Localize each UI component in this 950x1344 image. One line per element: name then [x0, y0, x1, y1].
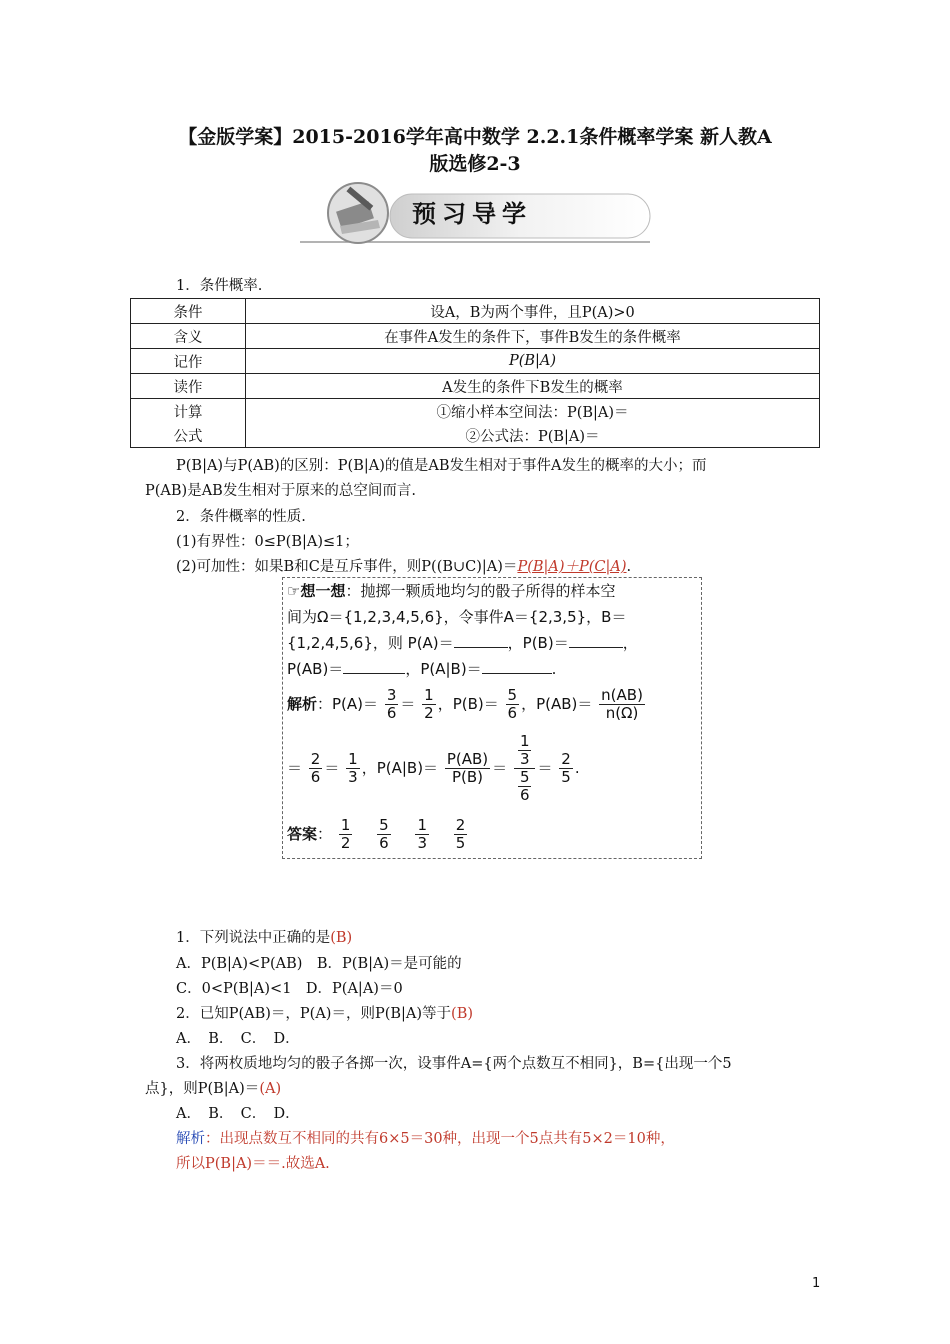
fraction: $\frac{5}{6}$ — [507, 686, 518, 722]
difference-line-2: P(AB)是AB发生相对于原来的总空间而言. — [145, 483, 416, 499]
exercise-1-options-ab: A．P(B|A)<P(AB) B．P(B|A)＝是可能的 — [176, 956, 462, 972]
analysis-line-1: 解析：P(A)＝ $\frac{3}{6}$ ＝ $\frac{1}{2}$ ，P(B)＝ $\frac{5}{6}$ ，P(AB)＝ $\frac{n(AB)}{n(\Omega)}$ — [287, 686, 643, 722]
analysis-label: 解析 — [287, 695, 318, 713]
table-value: ①缩小样本空间法：P(B|A)＝ — [246, 399, 820, 424]
fraction: $\frac{1}{3}$ — [348, 750, 358, 786]
answer-fraction: $\frac{1}{2}$ — [340, 816, 351, 852]
think-line-2: 间为Ω＝{1,2,3,4,5,6}，令事件A＝{2,3,5}，B＝ — [287, 608, 627, 626]
property-additive — [176, 557, 631, 577]
think-pb-text: ，P(B)＝ — [507, 634, 569, 652]
fraction: $\frac{2}{6}$ — [310, 750, 321, 786]
answer-fraction: $\frac{2}{5}$ — [455, 816, 466, 852]
banner-text: 预习导学 — [412, 199, 532, 228]
preview-banner — [300, 180, 655, 246]
additive-answer: P(B|A)＋P(C|A) — [517, 559, 627, 575]
exercise-2-answer: (B) — [451, 1006, 474, 1022]
exercise-3-options: A． B． C． D． — [176, 1106, 300, 1122]
exercise-1-answer: (B) — [330, 930, 353, 946]
analysis-line-2: ＝ $\frac{2}{6}$ ＝ $\frac{1}{3}$ ，P(A|B)＝ $\frac{P(AB)}{P(B)}$ ＝ $\frac{\frac{1}{3}}{\frac{5}{6}}$ ＝ $\frac{2}{5}$ . — [287, 732, 580, 804]
table-value: ②公式法：P(B|A)＝ — [246, 423, 820, 448]
table-row — [131, 324, 820, 349]
think-label: ☞想一想 — [287, 582, 346, 600]
property-bounded: (1)有界性：0≤P(B|A)≤1； — [176, 534, 359, 550]
exercise-2: 2．已知P(AB)＝，P(A)＝，则P(B|A)等于(B) — [176, 1006, 474, 1022]
document-title — [120, 124, 830, 178]
page-number: 1 — [812, 1276, 821, 1291]
table-value: P(B|A) — [246, 349, 820, 374]
additive-suffix: . — [626, 559, 632, 575]
title-line-1: 【金版学案】2015-2016学年高中数学 2.2.1条件概率学案 新人教A — [178, 126, 772, 148]
fraction: $\frac{P(AB)}{P(B)}$ — [446, 750, 489, 786]
analysis-pb: ，P(B)＝ — [437, 695, 499, 713]
think-text-1: ：抛掷一颗质地均匀的骰子所得的样本空 — [345, 582, 616, 600]
answer-fraction: $\frac{5}{6}$ — [379, 816, 389, 852]
compound-fraction — [514, 733, 536, 804]
think-line-1 — [287, 580, 615, 602]
section-2-heading: 2．条件概率的性质. — [176, 509, 306, 525]
table-row — [131, 423, 820, 448]
think-pab-text: P(AB)＝ — [287, 660, 344, 678]
blank-pagb — [482, 659, 552, 674]
think-box — [282, 577, 702, 859]
table-key: 记作 — [131, 349, 246, 374]
table-value: 设A，B为两个事件，且P(A)>0 — [246, 299, 820, 324]
exercise-1: 1．下列说法中正确的是(B) — [176, 930, 353, 946]
solution-label: 解析 — [176, 1131, 205, 1147]
solution-line-1: 解析：出现点数互不相同的共有6×5＝30种，出现一个5点共有5×2＝10种， — [176, 1131, 675, 1147]
exercise-3-answer: (A) — [259, 1081, 282, 1097]
blank-pab — [343, 659, 405, 674]
blank-pa — [454, 633, 508, 648]
analysis-pa: ：P(A)＝ — [317, 695, 379, 713]
title-line-2: 版选修2-3 — [429, 153, 521, 175]
fraction: $\frac{1}{3}$ — [519, 732, 530, 768]
table-row — [131, 399, 820, 424]
table-row — [131, 374, 820, 399]
think-line-4 — [287, 658, 556, 680]
fraction: $\frac{n(AB)}{n(\Omega)}$ — [601, 686, 643, 722]
additive-prefix: (2)可加性：如果B和C是互斥事件，则P((B∪C)|A)＝ — [176, 559, 518, 575]
blank-pb — [569, 633, 623, 648]
exercise-1-options-cd: C．0<P(B|A)<1 D．P(A|A)＝0 — [176, 981, 403, 997]
fraction: $\frac{5}{6}$ — [519, 768, 530, 804]
answer-label: 答案 — [287, 825, 318, 843]
table-key: 含义 — [131, 324, 246, 349]
answer-fraction: $\frac{1}{3}$ — [417, 816, 428, 852]
table-row — [131, 349, 820, 374]
solution-line-2: 所以P(B|A)＝＝.故选A. — [176, 1156, 330, 1172]
answer-line: 答案： $\frac{1}{2}$ $\frac{5}{6}$ $\frac{1}{3}$ $\frac{2}{5}$ — [287, 816, 466, 852]
exercise-3-line-1: 3．将两枚质地均匀的骰子各掷一次，设事件A={两个点数互不相同}，B={出现一个5 — [176, 1056, 732, 1072]
fraction: $\frac{3}{6}$ — [386, 686, 397, 722]
table-value: 在事件A发生的条件下，事件B发生的条件概率 — [246, 324, 820, 349]
fraction: $\frac{1}{2}$ — [424, 686, 434, 722]
difference-line-1: P(B|A)与P(AB)的区别：P(B|A)的值是AB发生相对于事件A发生的概率的大小；而 — [176, 458, 707, 474]
think-pa-text: {1,2,4,5,6}，则 P(A)＝ — [287, 634, 454, 652]
exercise-2-options: A． B． C． D． — [176, 1031, 300, 1047]
conditional-probability-table — [130, 298, 820, 448]
analysis-pagb: ，P(A|B)＝ — [361, 759, 439, 777]
table-row — [131, 299, 820, 324]
think-comma: ， — [622, 634, 638, 652]
table-key: 公式 — [131, 423, 246, 448]
analysis-pab: ，P(AB)＝ — [521, 695, 593, 713]
think-line-3 — [287, 632, 638, 654]
think-period: . — [551, 660, 557, 678]
exercise-3-line-2: 点}，则P(B|A)＝(A) — [145, 1081, 282, 1097]
section-1-heading: 1．条件概率. — [176, 278, 263, 294]
table-key: 条件 — [131, 299, 246, 324]
table-key: 读作 — [131, 374, 246, 399]
fraction: $\frac{2}{5}$ — [561, 750, 571, 786]
table-value: A发生的条件下B发生的概率 — [246, 374, 820, 399]
think-pagb-text: ，P(A|B)＝ — [405, 660, 482, 678]
table-key: 计算 — [131, 399, 246, 424]
